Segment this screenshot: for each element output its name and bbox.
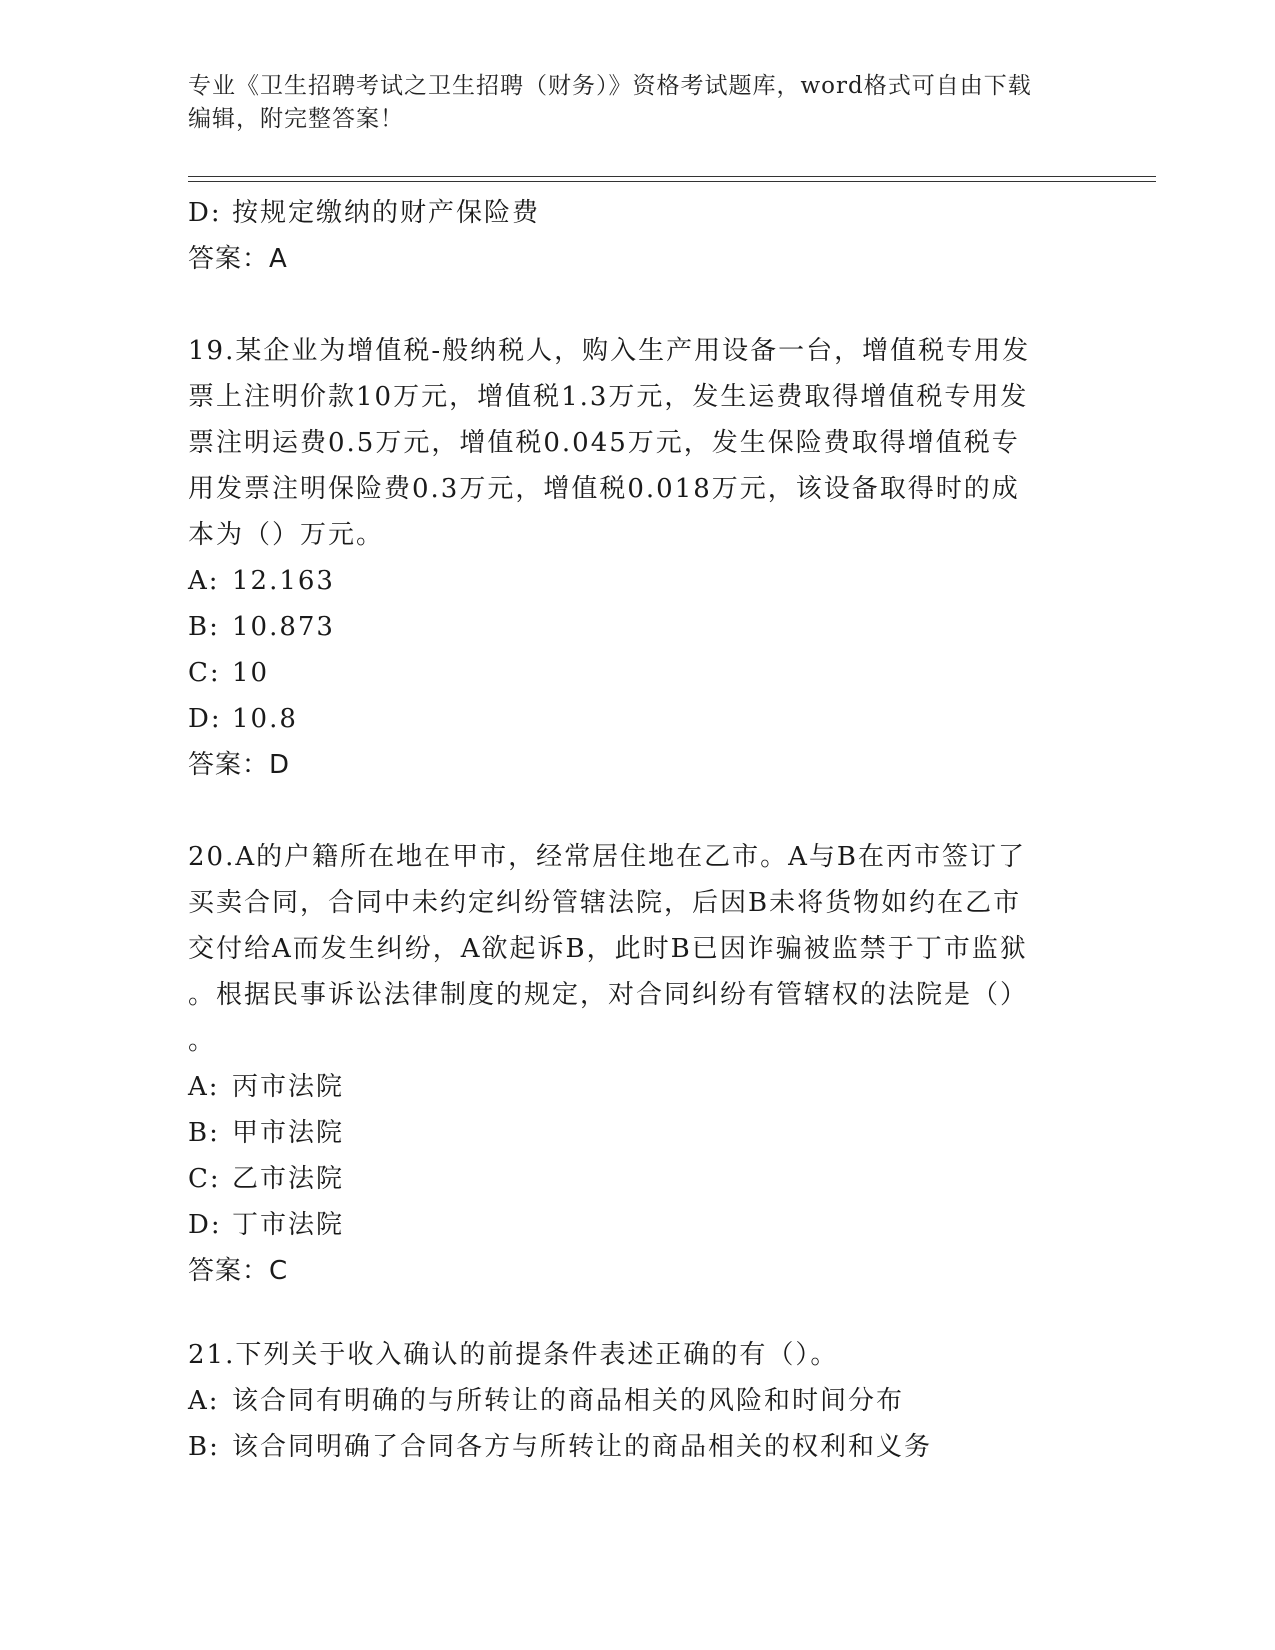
- option-letter: D:: [188, 704, 222, 734]
- option-c: [188, 1156, 1088, 1202]
- option-text: 该合同有明确的与所转让的商品相关的风险和时间分布: [232, 1386, 905, 1416]
- question-21: [188, 1332, 1088, 1470]
- option-letter: D:: [188, 198, 222, 228]
- question-content: [188, 190, 1088, 1470]
- option-text: 10.8: [232, 704, 298, 734]
- prev-question-answer: 答案：A: [188, 244, 288, 274]
- spacer: [188, 1294, 1088, 1332]
- option-text: 丙市法院: [232, 1072, 345, 1102]
- option-text: 10: [232, 658, 270, 688]
- header-rule-top: [188, 176, 1156, 177]
- question-answer: 答案：D: [188, 750, 291, 780]
- header-line-2: 编辑，附完整答案！: [188, 106, 404, 132]
- header-line-1: 专业《卫生招聘考试之卫生招聘（财务）》资格考试题库，word格式可自由下载: [188, 73, 1032, 99]
- option-text: 该合同明确了合同各方与所转让的商品相关的权利和义务: [232, 1432, 933, 1462]
- option-a: [188, 1064, 1088, 1110]
- question-answer: 答案：C: [188, 1256, 289, 1286]
- question-stem-line: 买卖合同，合同中未约定纠纷管辖法院，后因B未将货物如约在乙市: [188, 888, 1022, 918]
- option-text: 12.163: [232, 566, 335, 596]
- option-text: 乙市法院: [232, 1164, 345, 1194]
- question-stem-line: 21.下列关于收入确认的前提条件表述正确的有（）。: [188, 1340, 839, 1370]
- option-text: 10.873: [232, 612, 335, 642]
- option-letter: A:: [188, 1072, 220, 1102]
- question-stem-line: 。根据民事诉讼法律制度的规定，对合同纠纷有管辖权的法院是（）: [188, 980, 1029, 1010]
- option-letter: D:: [188, 1210, 222, 1240]
- option-b: [188, 1424, 1088, 1470]
- header-rule-bottom: [188, 181, 1156, 182]
- option-a: [188, 1378, 1088, 1424]
- question-stem-line: 交付给A而发生纠纷，A欲起诉B，此时B已因诈骗被监禁于丁市监狱: [188, 934, 1028, 964]
- option-text: 按规定缴纳的财产保险费: [232, 198, 541, 228]
- option-letter: A:: [188, 566, 220, 596]
- question-stem-line: 票上注明价款10万元，增值税1.3万元，发生运费取得增值税专用发: [188, 382, 1029, 412]
- page-header: [188, 70, 1068, 136]
- option-a: [188, 558, 1088, 604]
- question-stem-line: 20.A的户籍所在地在甲市，经常居住地在乙市。A与B在丙市签订了: [188, 842, 1027, 872]
- option-letter: A:: [188, 1386, 220, 1416]
- option-letter: C:: [188, 1164, 221, 1194]
- option-letter: C:: [188, 658, 221, 688]
- question-stem-line: 本为（）万元。: [188, 520, 385, 550]
- spacer: [188, 788, 1088, 834]
- option-text: 甲市法院: [232, 1118, 345, 1148]
- question-20: [188, 834, 1088, 1294]
- prev-question-option-d: [188, 190, 1088, 236]
- option-text: 丁市法院: [232, 1210, 345, 1240]
- option-c: [188, 650, 1088, 696]
- question-19: [188, 328, 1088, 788]
- question-stem-line: 19.某企业为增值税-般纳税人，购入生产用设备一台，增值税专用发: [188, 336, 1031, 366]
- option-b: [188, 604, 1088, 650]
- question-stem-line: 用发票注明保险费0.3万元，增值税0.018万元，该设备取得时的成: [188, 474, 1020, 504]
- spacer: [188, 282, 1088, 328]
- option-letter: B:: [188, 1432, 220, 1462]
- question-stem-line: 票注明运费0.5万元，增值税0.045万元，发生保险费取得增值税专: [188, 428, 1020, 458]
- option-d: [188, 696, 1088, 742]
- option-letter: B:: [188, 612, 220, 642]
- option-d: [188, 1202, 1088, 1248]
- question-stem-line: 。: [188, 1026, 217, 1056]
- option-b: [188, 1110, 1088, 1156]
- option-letter: B:: [188, 1118, 220, 1148]
